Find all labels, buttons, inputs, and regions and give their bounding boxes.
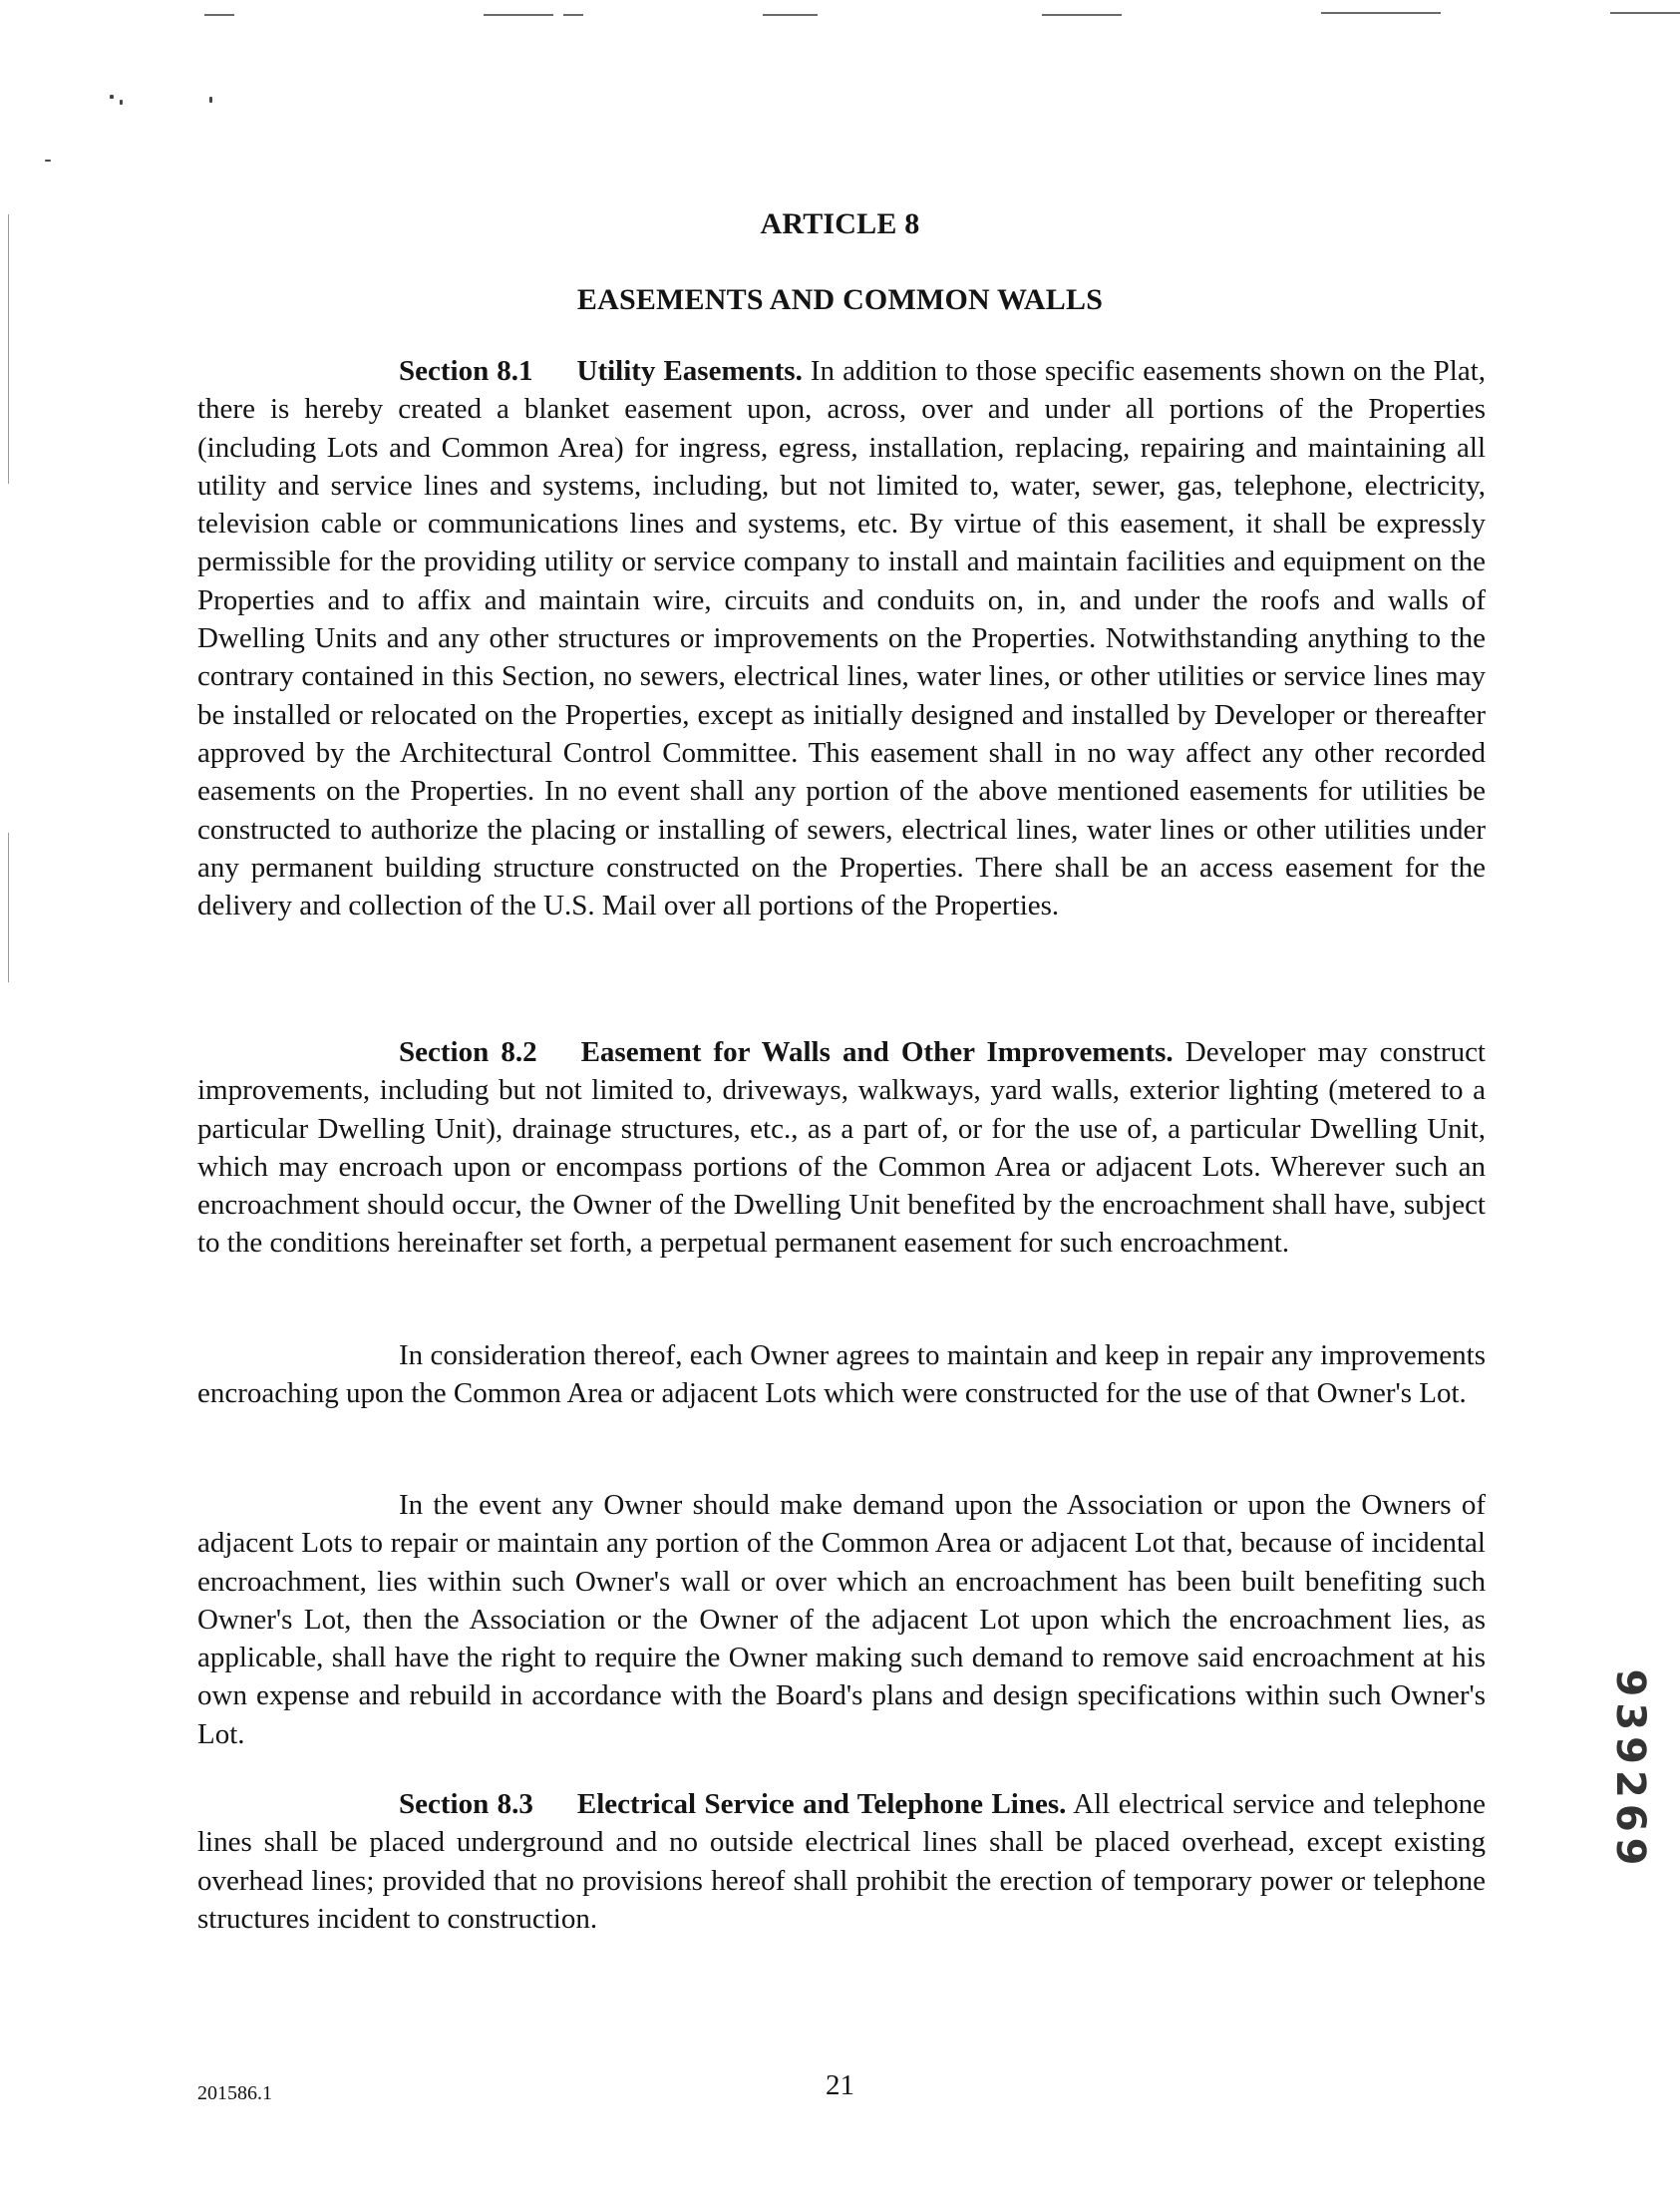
section-paragraph [197, 1033, 1486, 1263]
body-paragraph: In the event any Owner should make demand upon the Association or upon the Owners of adjacent Lots to repair or maintain any portion of the Common Area or adjacent Lot that, because of incidental encroachment, lies within such Owner's wall or over which an encroachment has been built benefiting such Owner's Lot, then the Association or the Owner of the adjacent Lot upon which the encroachment lies, as applicable, shall have the right to require the Owner making such demand to remove said encroachment at his own expense and rebuild in accordance with the Board's plans and design specifications within such Owner's Lot. [197, 1489, 1486, 1750]
scan-mark [484, 14, 553, 16]
section-title: Utility Easements. [576, 355, 803, 387]
body-paragraph: In consideration thereof, each Owner agrees to maintain and keep in repair any improvements encroaching upon the Common Area or adjacent Lots which were constructed for the use of that Owner's Lot. [197, 1339, 1486, 1410]
scan-mark [563, 14, 583, 16]
section-title: Easement for Walls and Other Improvements. [580, 1036, 1174, 1068]
scan-edge-line [8, 214, 9, 484]
section-paragraph [197, 352, 1486, 924]
section-body: In addition to those specific easements shown on the Plat, there is hereby created a blanket easement upon, across, over and under all portions of the Properties (including Lots and Common Area) for ingress, egress, installation, replacing, repairing and maintaining all utility and service lines and systems, including, but not limited to, water, sewer, gas, telephone, electricity, television cable or communications lines and systems, etc. By virtue of this easement, it shall be expressly permissible for the providing utility or service company to install and maintain facilities and equipment on the Properties and to affix and maintain wire, circuits and conduits on, in, and under the roofs and walls of Dwelling Units and any other structures or improvements on the Properties. Notwithstanding anything to the contrary contained in this Section, no sewers, electrical lines, water lines, or other utilities or service lines may be installed or relocated on the Properties, except as initially designed and installed by Developer or thereafter approved by the Architectural Control Committee. This easement shall in no way affect any other recorded easements on the Properties. In no event shall any portion of the above mentioned easements for utilities be constructed to authorize the placing or installing of sewers, electrical lines, water lines or other utilities under any permanent building structure constructed on the Properties. There shall be an access easement for the delivery and collection of the U.S. Mail over all portions of the Properties. [197, 355, 1487, 922]
scan-mark [1042, 14, 1122, 16]
section-body: Developer may construct improvements, including but not limited to, driveways, walkways, yard walls, exterior lighting (metered to a particular Dwelling Unit), drainage structures, etc., as a part of, or for the use of, a particular Dwelling Unit, which may encroach upon or encompass portions of the Common Area or adjacent Lots. Wherever such an encroachment should occur, the Owner of the Dwelling Unit benefited by the encroachment shall have, subject to the conditions hereinafter set forth, a perpetual permanent easement for such encroachment. [197, 1036, 1486, 1260]
page-number: 21 [826, 2069, 854, 2101]
section-number: Section 8.2 [399, 1036, 537, 1068]
scan-mark [204, 14, 234, 16]
scan-speck [110, 95, 114, 99]
scan-speck [120, 100, 123, 105]
article-number: ARTICLE 8 [760, 207, 920, 240]
article-title: EASEMENTS AND COMMON WALLS [576, 283, 1104, 316]
scan-mark [763, 14, 818, 16]
scan-speck [45, 160, 51, 162]
scan-speck [209, 97, 212, 103]
section-title: Electrical Service and Telephone Lines. [576, 1788, 1067, 1820]
recording-number: 939269 [1607, 1668, 1653, 1872]
section-number: Section 8.1 [399, 355, 533, 387]
section-paragraph [197, 1785, 1486, 1938]
scan-mark [1321, 12, 1441, 14]
section-body: All electrical service and telephone lines shall be placed underground and no outside electrical lines shall be placed overhead, except existing overhead lines; provided that no provisions hereof shall prohibit the erection of temporary power or telephone structures incident to construction. [197, 1788, 1486, 1935]
document-id: 201586.1 [197, 2082, 272, 2104]
recording-stamp [1605, 1601, 1655, 1940]
scan-edge-line [8, 833, 9, 982]
section-number: Section 8.3 [399, 1788, 533, 1820]
scan-mark [1610, 12, 1680, 14]
